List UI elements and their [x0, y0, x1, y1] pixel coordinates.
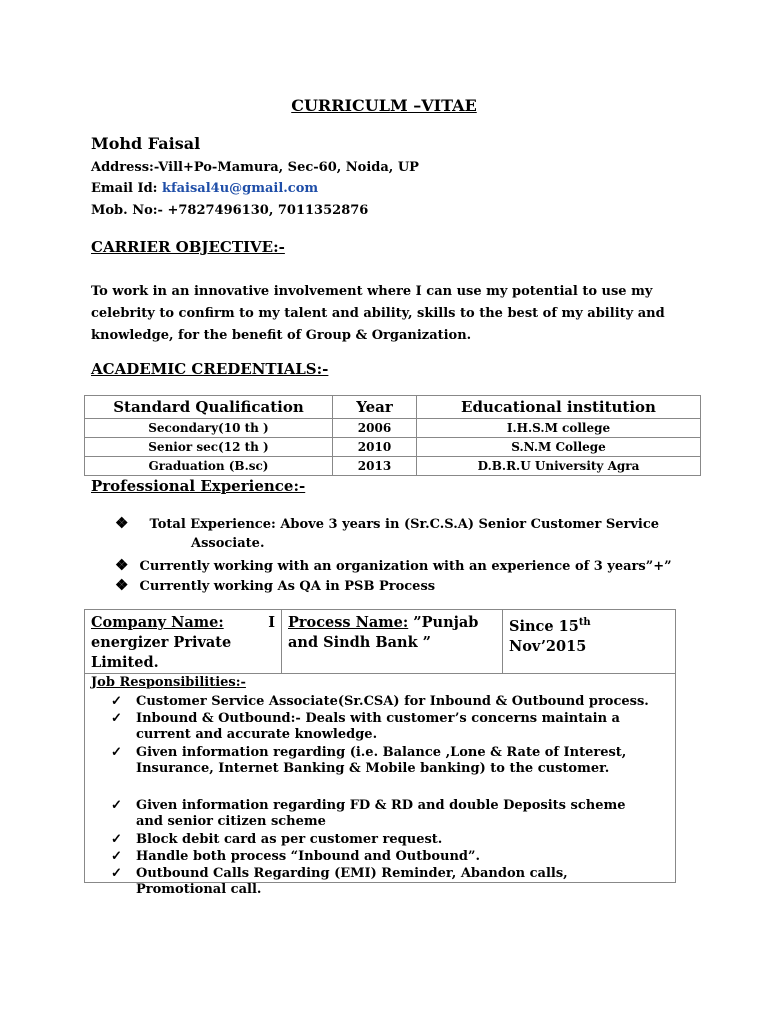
objective-heading: CARRIER OBJECTIVE:-	[91, 238, 285, 256]
table-row	[85, 457, 701, 476]
bullet-text: Currently working with an organization with an experience of 3 years”+”	[139, 559, 672, 574]
table-cell: 2010	[333, 438, 417, 457]
table-cell: Senior sec(12 th )	[85, 438, 333, 457]
table-header-row	[85, 396, 701, 419]
company-name: energizer Private Limited.	[91, 634, 232, 671]
since-prefix: Since 15	[509, 617, 579, 635]
table-cell: 2013	[333, 457, 417, 476]
table-cell: I.H.S.M college	[417, 419, 701, 438]
responsibility-text: Handle both process “Inbound and Outbound”.	[136, 849, 481, 864]
email-label: Email Id:	[91, 181, 158, 196]
responsibility-item	[111, 832, 651, 848]
bullet-text: Currently working As QA in PSB Process	[139, 579, 436, 594]
since-suffix: Nov’2015	[509, 637, 587, 655]
table-row	[85, 438, 701, 457]
process-cell	[282, 610, 503, 673]
column-header: Educational institution	[417, 396, 701, 419]
email-link[interactable]: kfaisal4u@gmail.com	[162, 181, 319, 196]
table-cell: D.B.R.U University Agra	[417, 457, 701, 476]
experience-bullet	[115, 514, 715, 532]
academic-table	[84, 395, 701, 476]
responsibility-text: Given information regarding FD & RD and double Deposits scheme and senior citizen scheme	[136, 798, 626, 829]
column-header: Standard Qualification	[85, 396, 333, 419]
responsibility-item	[111, 849, 651, 865]
responsibility-item	[111, 694, 651, 710]
responsibility-item	[111, 711, 651, 743]
diamond-bullet-icon: ❖	[115, 556, 129, 574]
responsibility-text: Block debit card as per customer request.	[136, 832, 443, 847]
checkmark-icon: ✓	[111, 711, 122, 726]
table-cell: S.N.M College	[417, 438, 701, 457]
checkmark-icon: ✓	[111, 694, 122, 709]
document-title: CURRICULM –VITAE	[291, 96, 477, 115]
responsibilities-heading: Job Responsibilities:-	[91, 675, 246, 690]
experience-bullet	[115, 576, 715, 594]
bullet-text: Total Experience: Above 3 years in (Sr.C.S.A) Senior Customer Service	[149, 517, 660, 532]
company-label: Company Name:	[91, 614, 224, 631]
job-header-row	[85, 610, 675, 674]
experience-heading: Professional Experience:-	[91, 477, 306, 495]
column-header: Year	[333, 396, 417, 419]
checkmark-icon: ✓	[111, 745, 122, 760]
table-cell: 2006	[333, 419, 417, 438]
mobile-line: Mob. No:- +7827496130, 7011352876	[91, 203, 369, 218]
table-row	[85, 419, 701, 438]
responsibility-item	[111, 798, 651, 830]
academic-heading: ACADEMIC CREDENTIALS:-	[91, 360, 329, 378]
candidate-name: Mohd Faisal	[91, 134, 201, 153]
company-initial: I	[268, 614, 275, 631]
process-label: Process Name:	[288, 614, 409, 631]
address-line: Address:-Vill+Po-Mamura, Sec-60, Noida, UP	[91, 160, 419, 175]
checkmark-icon: ✓	[111, 798, 122, 813]
responsibility-item	[111, 866, 651, 898]
bullet-continuation: Associate.	[191, 536, 265, 551]
checkmark-icon: ✓	[111, 832, 122, 847]
responsibility-text: Outbound Calls Regarding (EMI) Reminder, Abandon calls, Promotional call.	[136, 866, 568, 897]
table-cell: Graduation (B.sc)	[85, 457, 333, 476]
experience-bullet	[115, 556, 715, 574]
checkmark-icon: ✓	[111, 866, 122, 881]
diamond-bullet-icon: ❖	[115, 514, 129, 532]
job-table	[84, 609, 676, 897]
email-line	[91, 181, 318, 196]
responsibility-text: Inbound & Outbound:- Deals with customer’s concerns maintain a current and accurate knowledge.	[136, 711, 620, 742]
table-cell: Secondary(10 th )	[85, 419, 333, 438]
responsibility-item	[111, 745, 651, 777]
process-name: ”Punjab and Sindh Bank ”	[288, 614, 479, 651]
since-cell	[503, 610, 675, 673]
checkmark-icon: ✓	[111, 849, 122, 864]
company-cell	[85, 610, 282, 673]
since-superscript: th	[578, 617, 591, 628]
objective-text: To work in an innovative involvement where I can use my potential to use my celebrity to confirm to my talent and ability, skills to the best of my ability and knowledge, for the benefit of Group & Organization.	[91, 284, 665, 343]
responsibility-text: Given information regarding (i.e. Balance ,Lone & Rate of Interest, Insurance, Internet Banking & Mobile banking) to the customer.	[136, 745, 627, 776]
diamond-bullet-icon: ❖	[115, 576, 129, 594]
responsibility-text: Customer Service Associate(Sr.CSA) for Inbound & Outbound process.	[136, 694, 649, 709]
